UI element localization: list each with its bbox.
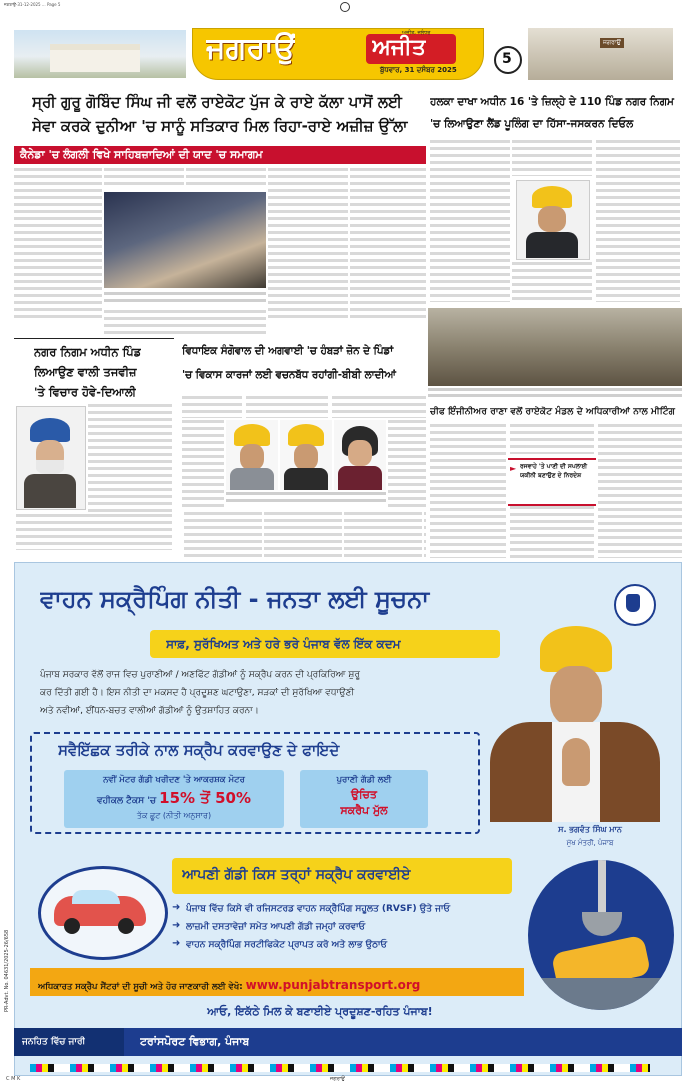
cm-folded-hands-icon: [562, 738, 590, 786]
article-left-body-col2: [104, 168, 184, 188]
cm-title: ਮੁੱਖ ਮੰਤਰੀ, ਪੰਜਾਬ: [566, 839, 614, 847]
article-left-body-col4: [268, 168, 348, 318]
bottom-mark-left: C M K: [6, 1076, 21, 1082]
article-nagar-headline-1: ਨਗਰ ਨਿਗਮ ਅਧੀਨ ਪਿੰਡ: [34, 345, 142, 359]
dyali-body-icon: [24, 474, 76, 508]
cm-photo: [478, 626, 670, 822]
ad-title: ਵਾਹਨ ਸਕ੍ਰੈਪਿੰਗ ਨੀਤੀ - ਜਨਤਾ ਲਈ ਸੂਚਨਾ: [40, 585, 430, 613]
ad-intro-3: ਅਤੇ ਨਵੀਆਂ, ਈਂਧਨ-ਬਚਤ ਵਾਲੀਆਂ ਗੱਡੀਆਂ ਨੂੰ ਉਤਸ਼ਾਹਿਤ ਕਰਨਾ।: [40, 706, 259, 716]
article-right-top-body: [430, 140, 510, 302]
article-right-top-body-4: [512, 262, 592, 302]
center-face-2-icon: [294, 444, 318, 470]
benefit-1-line-1: ਨਵੀਂ ਮੋਟਰ ਗੱਡੀ ਖਰੀਦਣ 'ਤੇ ਆਕਰਸ਼ਕ ਮੋਟਰ: [103, 775, 245, 785]
portrait-face-icon: [538, 206, 566, 232]
center-turban-1-icon: [234, 424, 270, 446]
step-2-icon: ➜: [172, 920, 181, 931]
blue-turban-icon: [30, 418, 70, 442]
article-left-subhead: ਕੈਨੇਡਾ 'ਚ ਲੰਗਲੀ ਵਿਖੇ ਸਾਹਿਬਜ਼ਾਦਿਆਂ ਦੀ ਯਾਦ 'ਚ ਸਮਾਗਮ: [14, 146, 426, 164]
pull-quote-text: ਰਜਵਾਹੇ 'ਤੇ ਪਾਣੀ ਦੀ ਸਪਲਾਈ ਯਕੀਨੀ ਬਣਾਉਣ ਦੇ ਨਿਰਦੇਸ਼: [520, 463, 588, 479]
page-number: 5: [502, 51, 512, 67]
step-3-icon: ➜: [172, 938, 181, 949]
center-body-3-icon: [338, 466, 382, 490]
benefit-2-line-2: ਉਚਿਤ: [351, 788, 377, 801]
article-left-headline-1: ਸ੍ਰੀ ਗੁਰੂ ਗੋਬਿੰਦ ਸਿੰਘ ਜੀ ਵਲੋਂ ਰਾਏਕੋਟ ਪੁੱਜ ਕੇ ਰਾਏ ਕੱਲਾ ਪਾਸੋਂ ਲਈ: [32, 93, 402, 111]
masthead-right-photo: [528, 28, 673, 80]
article-right-top-headline-2: 'ਚ ਲਿਆਉਣਾ ਲੈਂਡ ਪੂਲਿੰਗ ਦਾ ਹਿੱਸਾ-ਜਸਕਰਨ ਦਿਓਲ: [430, 118, 634, 130]
article-left-body-col3: [186, 168, 266, 188]
masthead-left-title: ਜਗਰਾਉਂ: [206, 31, 296, 66]
article-left-headline-2: ਸੇਵਾ ਕਰਕੇ ਦੁਨੀਆ 'ਚ ਸਾਨੂੰ ਸਤਿਕਾਰ ਮਿਲ ਰਿਹਾ-ਰਾਏ ਅਜ਼ੀਜ਼ ਉੱਲਾ: [32, 117, 408, 135]
registration-mark-icon: [340, 2, 350, 12]
center-face-3-icon: [348, 440, 372, 466]
article-nagar-headline-3: 'ਤੇ ਵਿਚਾਰ ਹੋਵੇ-ਦਿਆਲੀ: [34, 385, 137, 399]
center-body-1-icon: [230, 468, 274, 490]
car-wheel-right-icon: [118, 918, 134, 934]
ad-ro-number: PR-Advt. No. 04631/2025-26/658: [4, 929, 10, 1012]
article-center-body-2: [246, 396, 328, 418]
website-link[interactable]: www.punjabtransport.org: [245, 978, 421, 992]
bottom-mark-center: ਜਗਰਾਉਂ: [330, 1076, 345, 1082]
footer-left-text: ਜਨਹਿਤ ਵਿੱਚ ਜਾਰੀ: [22, 1037, 86, 1047]
article-chief-body-2: [510, 424, 594, 454]
benefit-1-line-2: [70, 788, 278, 807]
gurdwara-building-icon: [50, 44, 140, 72]
divider-left: [14, 338, 174, 339]
benefit-2-line-3: ਸਕਰੈਪ ਮੁੱਲ: [340, 804, 388, 817]
article-left-photo-caption: [104, 292, 266, 306]
article-left-body-col1: [14, 168, 102, 318]
scrap-crane-illustration: [528, 860, 674, 1010]
step-3: ਵਾਹਨ ਸਕ੍ਰੈਪਿੰਗ ਸਰਟੀਫਿਕੇਟ ਪ੍ਰਾਪਤ ਕਰੋ ਅਤੇ ਲਾਭ ਉਠਾਓ: [186, 940, 388, 950]
article-right-top-headline-1: ਹਲਕਾ ਦਾਖਾ ਅਧੀਨ 16 'ਤੇ ਜ਼ਿਲ੍ਹੇ ਦੇ 110 ਪਿੰਡ ਨਗਰ ਨਿਗਮ: [430, 96, 674, 108]
article-center-body-5: [388, 420, 426, 508]
article-left-photo: [104, 192, 266, 288]
brand-name: ਅਜੀਤ: [372, 35, 426, 60]
masthead-right-caption: ਜਗਰਾਉਂ: [600, 38, 624, 48]
crane-claw-icon: [582, 912, 622, 936]
cm-face-icon: [550, 666, 602, 726]
ad-slogan: ਆਓ, ਇਕੱਠੇ ਮਿਲ ਕੇ ਬਣਾਈਏ ਪ੍ਰਦੂਸ਼ਣ-ਰਹਿਤ ਪੰਜਾਬ!: [207, 1005, 433, 1018]
benefits-title: ਸਵੈਇੱਛਕ ਤਰੀਕੇ ਨਾਲ ਸਕ੍ਰੈਪ ਕਰਵਾਉਣ ਦੇ ਫਾਇਦੇ: [58, 741, 340, 759]
footer-dept: ਟਰਾਂਸਪੋਰਟ ਵਿਭਾਗ, ਪੰਜਾਬ: [140, 1035, 250, 1048]
masthead-date: ਬੁੱਧਵਾਰ, 31 ਦਸੰਬਰ 2025: [380, 66, 457, 74]
article-chief-body-4: [598, 424, 682, 558]
center-turban-2-icon: [288, 424, 324, 446]
benefit-1-line-3: ਤੱਕ ਛੂਟ (ਨੀਤੀ ਅਨੁਸਾਰ): [136, 811, 212, 820]
article-nagar-headline-2: ਲਿਆਉਣ ਵਾਲੀ ਤਜਵੀਜ਼: [34, 365, 137, 379]
website-line: [38, 974, 524, 993]
color-register-marks: [30, 1064, 650, 1072]
center-body-2-icon: [284, 468, 328, 490]
step-1: ਪੰਜਾਬ ਵਿੱਚ ਕਿਸੇ ਵੀ ਰਜਿਸਟਰਡ ਵਾਹਨ ਸਕ੍ਰੈਪਿੰਗ ਸਹੂਲਤ (RVSF) ਉਤੇ ਜਾਓ: [186, 904, 451, 914]
car-window-icon: [72, 890, 120, 904]
ad-tagline: ਸਾਫ਼, ਸੁਰੱਖਿਅਤ ਅਤੇ ਹਰੇ ਭਰੇ ਪੰਜਾਬ ਵੱਲ ਇੱਕ ਕਦਮ: [166, 637, 401, 651]
benefit-2-line-1: ਪੁਰਾਣੀ ਗੱਡੀ ਲਈ: [336, 775, 392, 785]
ad-intro-1: ਪੰਜਾਬ ਸਰਕਾਰ ਵੱਲੋਂ ਰਾਜ ਵਿਚ ਪੁਰਾਣੀਆਂ / ਅਣਫਿੱਟ ਗੱਡੀਆਂ ਨੂੰ ਸਕ੍ਰੈਪ ਕਰਨ ਦੀ ਪ੍ਰਕਿਰਿਆ ਸ਼ੁਰੂ: [40, 670, 360, 680]
article-chief-headline: ਚੀਫ ਇੰਜੀਨੀਅਰ ਰਾਣਾ ਵਲੋਂ ਰਾਏਕੋਟ ਮੰਡਲ ਦੇ ਅਧਿਕਾਰੀਆਂ ਨਾਲ ਮੀਟਿੰਗ: [430, 406, 676, 417]
article-center-body-4: [182, 420, 224, 508]
article-chief-body-3: [510, 506, 594, 558]
meeting-photo: [428, 308, 682, 386]
article-center-caption: [226, 492, 386, 506]
cm-name: ਸ. ਭਗਵੰਤ ਸਿੰਘ ਮਾਨ: [558, 825, 622, 834]
website-label: ਅਧਿਕਾਰਤ ਸਕ੍ਰੈਪ ਸੈਂਟਰਾਂ ਦੀ ਸੂਚੀ ਅਤੇ ਹੋਰ ਜਾਣਕਾਰੀ ਲਈ ਵੇਖੋ:: [38, 982, 246, 992]
article-left-body-col5: [350, 168, 426, 318]
car-wheel-left-icon: [64, 918, 80, 934]
article-center-headline-1: ਵਿਧਾਇਕ ਸੰਗੋਵਾਲ ਦੀ ਅਗਵਾਈ 'ਚ ਹੰਬੜਾਂ ਜ਼ੋਨ ਦੇ ਪਿੰਡਾਂ: [182, 345, 394, 357]
article-center-body-6: [182, 512, 426, 558]
article-center-headline-2: 'ਚ ਵਿਕਾਸ ਕਾਰਜਾਂ ਲਈ ਵਚਨਬੱਧ ਰਹਾਂਗੀ-ਬੀਬੀ ਲਾਦੀਆਂ: [182, 369, 396, 381]
meeting-photo-caption: [428, 388, 682, 400]
scrap-pile-icon: [528, 978, 674, 1010]
step-2: ਲਾਜ਼ਮੀ ਦਸਤਾਵੇਜ਼ਾਂ ਸਮੇਤ ਆਪਣੀ ਗੱਡੀ ਜਮ੍ਹਾਂ ਕਰਵਾਓ: [186, 922, 366, 932]
step-1-icon: ➜: [172, 902, 181, 913]
emblem-inner-icon: [626, 594, 640, 612]
article-left-body-lower: [104, 310, 266, 334]
article-center-body-3: [332, 396, 426, 418]
article-right-top-body-3: [596, 140, 680, 302]
dyali-beard-icon: [36, 460, 64, 474]
benefit-1-highlight: 15% ਤੋਂ 50%: [159, 789, 252, 807]
crane-arm-icon: [598, 860, 606, 916]
portrait-body-icon: [526, 232, 578, 258]
brand-prefix: ਅਜੀਤ, ਜਲੰਧਰ: [402, 30, 431, 36]
ad-intro-2: ਕਰ ਦਿੱਤੀ ਗਈ ਹੈ। ਇਸ ਨੀਤੀ ਦਾ ਮਕਸਦ ਹੈ ਪ੍ਰਦੂਸ਼ਣ ਘਟਾਉਣਾ, ਸੜਕਾਂ ਦੀ ਸੁਰੱਖਿਆ ਵਧਾਉਣੀ: [40, 688, 355, 698]
yellow-turban-icon: [532, 186, 572, 208]
article-nagar-body: [88, 404, 172, 516]
center-face-1-icon: [240, 444, 264, 470]
benefit-1-line-2-text: ਵਹੀਕਲ ਟੈਕਸ 'ਚ: [96, 796, 160, 806]
article-chief-body-1: [430, 424, 506, 558]
how-title: ਆਪਣੀ ਗੱਡੀ ਕਿਸ ਤਰ੍ਹਾਂ ਸਕ੍ਰੈਪ ਕਰਵਾਈਏ: [182, 867, 411, 883]
print-info: ਜਗਰਾਉਂ-31-12-2025 ... Page 5: [4, 2, 61, 7]
article-nagar-caption: [16, 514, 172, 550]
article-right-top-body-2: [512, 140, 592, 176]
article-center-body-1: [182, 396, 242, 418]
pull-quote-icon: ►: [510, 464, 517, 473]
